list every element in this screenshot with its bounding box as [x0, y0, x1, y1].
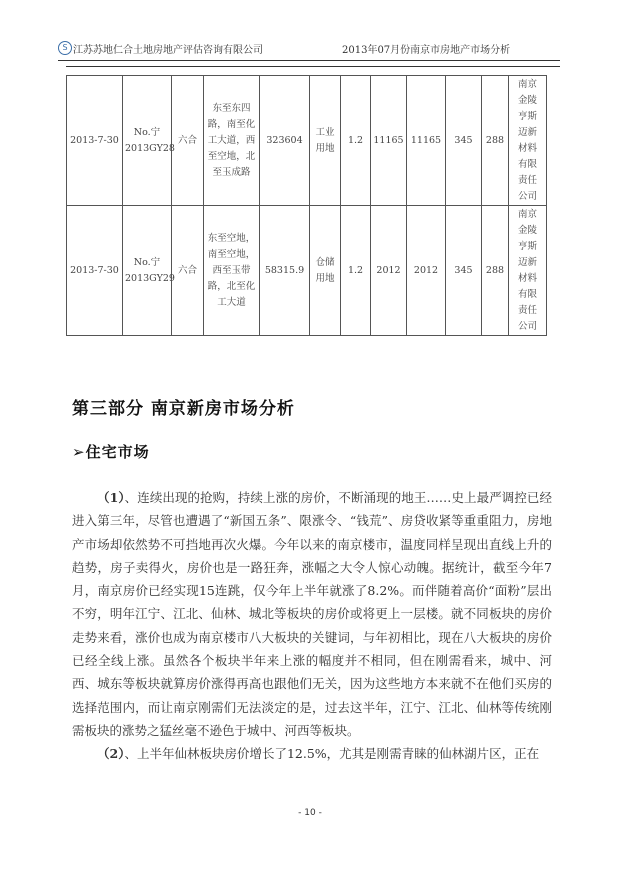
parcel-no-line1: No.宁	[133, 126, 161, 138]
cell-use	[310, 76, 341, 206]
cell-val2: 288	[482, 76, 509, 206]
cell-boundaries	[204, 76, 260, 206]
cell-date: 2013-7-30	[67, 76, 123, 206]
cell-val1: 345	[446, 206, 482, 336]
table-top-rule	[66, 66, 560, 67]
cell-val1: 345	[446, 76, 482, 206]
paragraph-label: （1）	[97, 490, 125, 505]
cell-parcel-no	[123, 76, 175, 206]
parcel-no-line2: 2013GY29	[125, 272, 175, 284]
paragraph-1	[72, 486, 552, 742]
paragraph-label: （2）	[97, 746, 125, 762]
cell-parcel-no	[123, 206, 175, 336]
cell-area: 323604	[260, 76, 310, 206]
use-text: 仓储用地	[315, 256, 335, 284]
cell-plot-ratio: 1.2	[341, 206, 371, 336]
buyer-text: 南京金陵亨斯迈新材料有限责任公司	[517, 78, 537, 202]
buyer-text: 南京金陵亨斯迈新材料有限责任公司	[517, 208, 537, 332]
cell-price2: 2012	[407, 206, 446, 336]
cell-price1: 2012	[371, 206, 407, 336]
table-row	[67, 76, 547, 206]
cell-area: 58315.9	[260, 206, 310, 336]
parcel-no-line1: No.宁	[133, 256, 161, 268]
cell-use	[310, 206, 341, 336]
paragraph-text: 、连续出现的抢购，持续上涨的房价，不断涌现的地王……史上最严调控已经进入第三年，尽管也遭遇了“新国五条”、限涨令、“钱荒”、房贷收紧等重重阻力，房地产市场却依然势不可挡地再次火爆。今年以来的南京楼市，温度同样呈现出直线上升的趋势，房子卖得火，房价也是一路狂奔，涨幅之大令人惊心动魄。据统计，截至今年7月，南京房价已经实现15连跳，仅今年上半年就涨了8.2%。而伴随着高价“面粉”层出不穷，明年江宁、江北、仙林、城北等板块的房价或将更上一层楼。就不同板块的房价走势来看，涨价也成为南京楼市八大板块的关键词，与年初相比，现在八大板块的房价已经全线上涨。虽然各个板块半年来上涨的幅度并不相同，但在刚需看来，城中、河西、城东等板块就算房价涨得再高也跟他们无关，因为这些地方本来就不在他们买房的选择范围内，而让南京刚需们无法淡定的是，过去这半年，江宁、江北、仙林等传统刚需板块的涨势之猛丝毫不逊色于城中、河西等板块。	[72, 490, 552, 738]
company-name: 江苏苏地仁合土地房地产评估咨询有限公司	[73, 45, 263, 56]
section-title: 第三部分 南京新房市场分析	[72, 399, 295, 419]
paragraph-2	[72, 742, 552, 765]
boundaries-text: 东至空地，南至空地，西至玉带路，北至化工大道	[207, 232, 256, 308]
land-transaction-table	[66, 75, 547, 336]
cell-price2: 11165	[407, 76, 446, 206]
cell-buyer	[509, 206, 547, 336]
boundaries-text: 东至东四路，南至化工大道，西至空地，北至玉成路	[207, 102, 256, 178]
body-text	[72, 486, 552, 766]
table-row	[67, 206, 547, 336]
page-number: - 10 -	[298, 808, 322, 818]
cell-price1: 11165	[371, 76, 407, 206]
parcel-no-line2: 2013GY28	[125, 142, 175, 154]
use-text: 工业用地	[315, 126, 335, 154]
cell-val2: 288	[482, 206, 509, 336]
cell-district: 六合	[172, 76, 204, 206]
cell-plot-ratio: 1.2	[341, 76, 371, 206]
page-header	[58, 38, 560, 61]
cell-buyer	[509, 76, 547, 206]
paragraph-text: 、上半年仙林板块房价增长了12.5%，尤其是刚需青睐的仙林湖片区，正在	[124, 746, 540, 762]
cell-date: 2013-7-30	[67, 206, 123, 336]
cell-district: 六合	[172, 206, 204, 336]
subsection-title: ➢住宅市场	[72, 443, 150, 461]
cell-boundaries	[204, 206, 260, 336]
document-title: 2013年07月份南京市房地产市场分析	[342, 45, 511, 56]
company-logo-icon: S	[58, 41, 72, 55]
